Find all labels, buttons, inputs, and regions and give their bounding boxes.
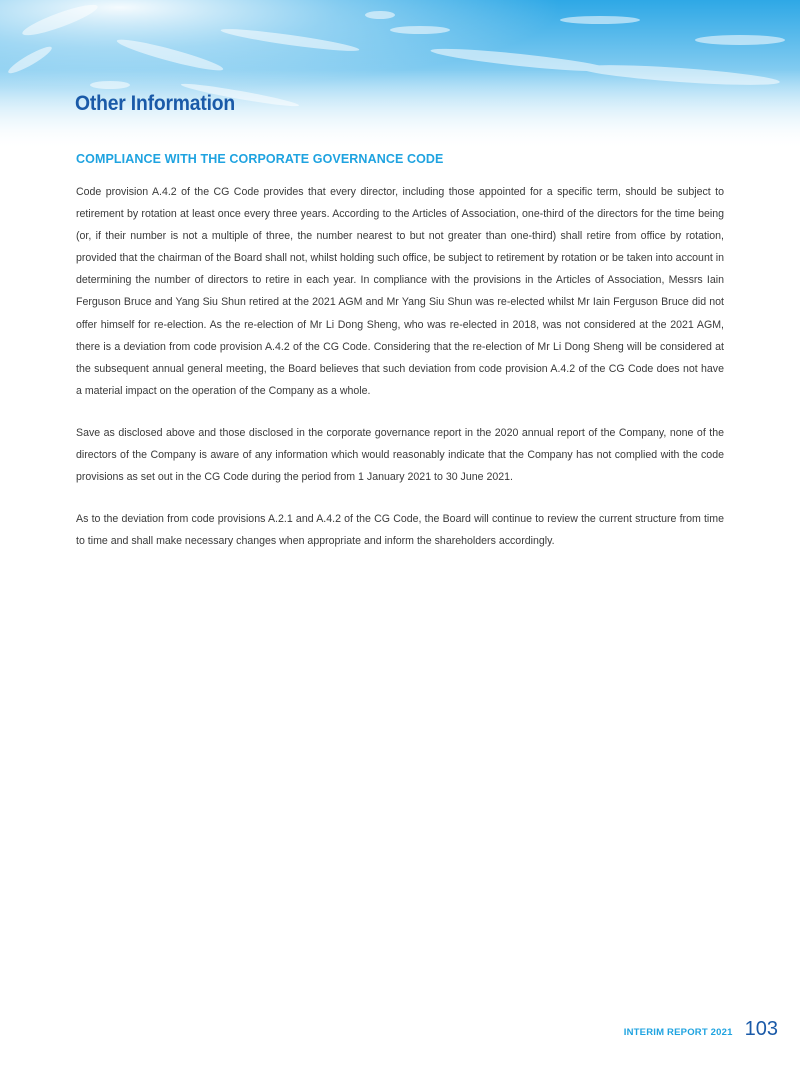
paragraph-cg-code-provision: Code provision A.4.2 of the CG Code provides that every director, including those appointed for a specific term, should be subject to retirement by rotation at least once every three years. According to the Articles of Association, one-third of the directors for the time being (or, if their number is not a multiple of three, the number nearest to but not greater than one-third) shall retire from office by rotation, provided that the chairman of the Board shall not, whilst holding such office, be subject to retirement by rotation or be taken into account in determining the number of directors to retire in each year. In compliance with the provisions in the Articles of Association, Messrs Iain Ferguson Bruce and Yang Siu Shun retired at the 2021 AGM and Mr Yang Siu Shun was re-elected whilst Mr Iain Ferguson Bruce did not offer himself for re-election. As the re-election of Mr Li Dong Sheng, who was re-elected in 2018, was not considered at the 2021 AGM, there is a deviation from code provision A.4.2 of the CG Code. Considering that the re-election of Mr Li Dong Sheng will be considered at the subsequent annual general meeting, the Board believes that such deviation from code provision A.4.2 of the CG Code does not have a material impact on the operation of the Company as a whole. (76, 186, 724, 397)
paragraph-deviation-review: As to the deviation from code provisions A.2.1 and A.4.2 of the CG Code, the Board will continue to review the current structure from time to time and shall make necessary changes when appropriate and inform the shareholders accordingly. (76, 513, 724, 548)
page-title: Other Information (75, 92, 236, 115)
section-heading: COMPLIANCE WITH THE CORPORATE GOVERNANCE CODE (76, 152, 444, 166)
header-banner (0, 0, 800, 150)
banner-artwork (0, 0, 800, 150)
page-footer (624, 1018, 778, 1041)
page-number: 103 (744, 1018, 778, 1040)
report-label: INTERIM REPORT 2021 (623, 1027, 733, 1038)
paragraph-compliance-statement: Save as disclosed above and those disclosed in the corporate governance report in the 2020 annual report of the Company, none of the directors of the Company is aware of any information which would reasonably indicate that the Company has not complied with the code provisions as set out in the CG Code during the period from 1 January 2021 to 30 June 2021. (76, 426, 724, 484)
body-text (76, 181, 724, 572)
